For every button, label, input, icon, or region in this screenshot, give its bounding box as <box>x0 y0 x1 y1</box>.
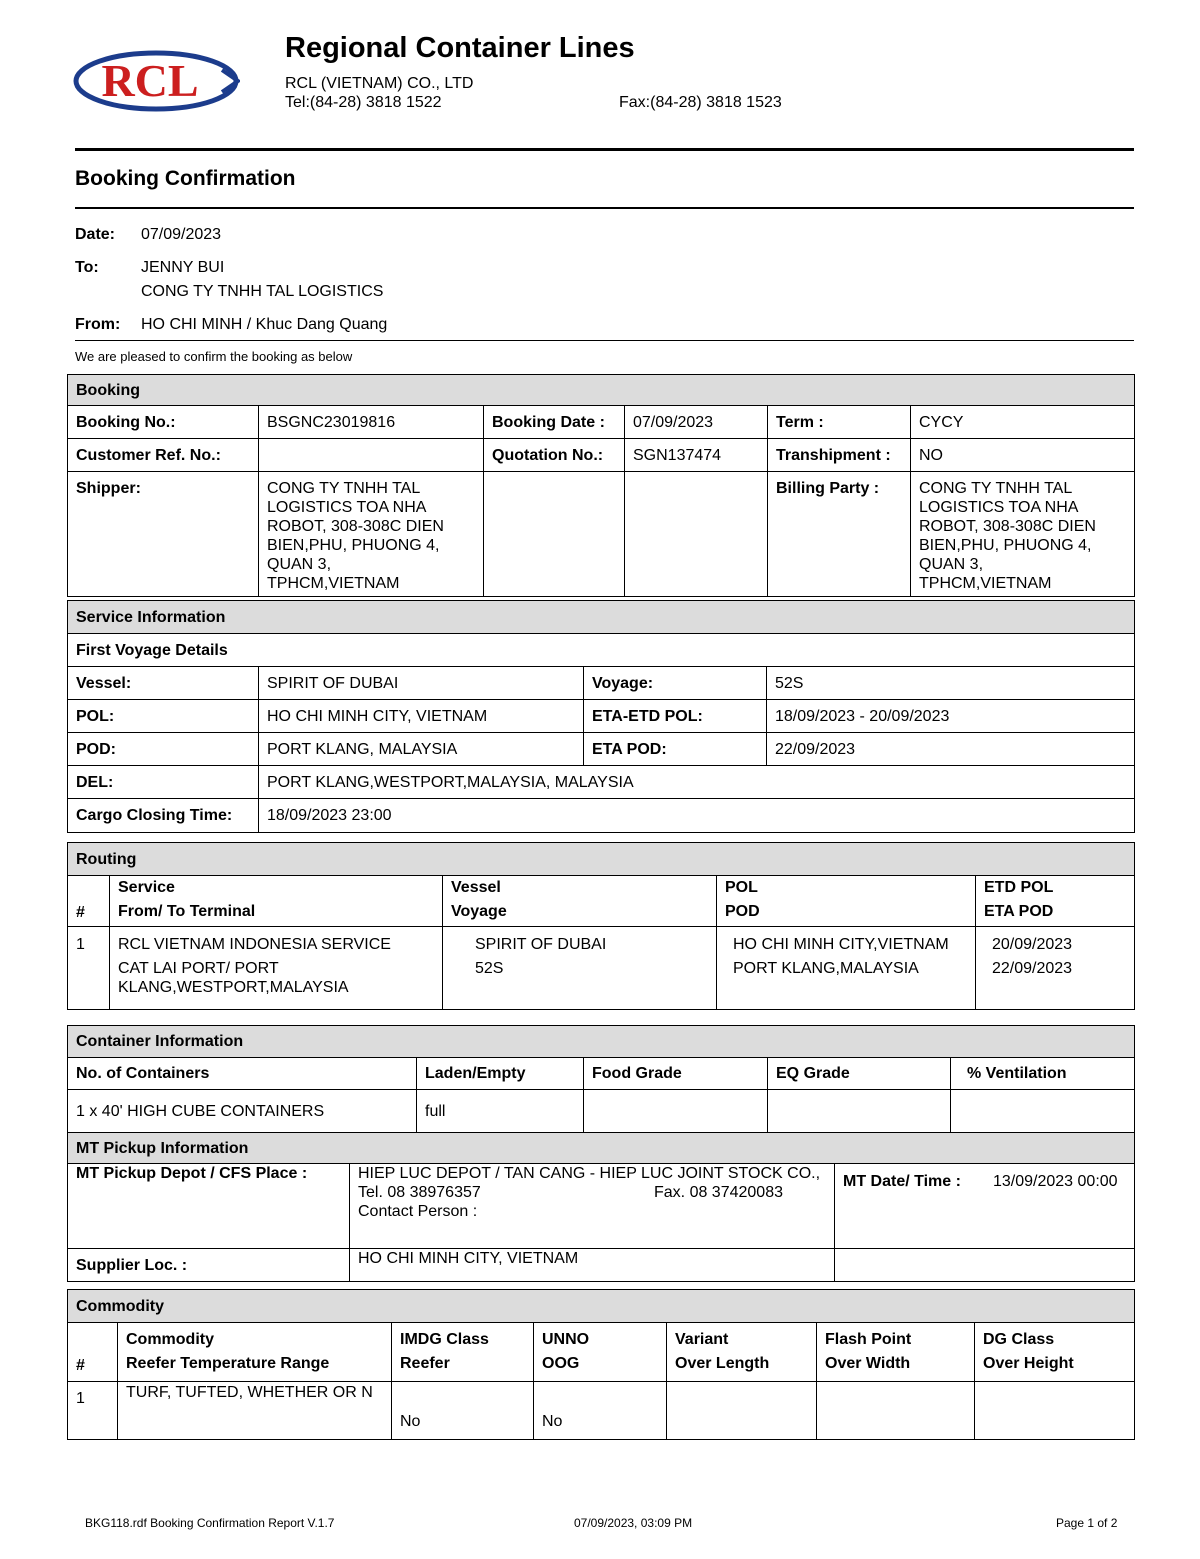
booking-section-header: Booking <box>68 375 1135 406</box>
routing-col-voyage: Voyage <box>451 903 507 920</box>
commodity-col-reefer: Reefer <box>400 1355 450 1372</box>
commodity-col-over-height: Over Height <box>983 1355 1074 1372</box>
routing-col-etd-pol: ETD POL <box>984 879 1054 896</box>
vessel-value: SPIRIT OF DUBAI <box>259 667 584 700</box>
shipper-label: Shipper: <box>68 472 259 597</box>
container-row-ventilation <box>951 1090 1135 1133</box>
eta-pod-label: ETA POD: <box>584 733 767 766</box>
pod-value: PORT KLANG, MALAYSIA <box>259 733 584 766</box>
shipper-value: CONG TY TNHH TAL LOGISTICS TOA NHA ROBOT, 308-308C DIEN BIEN,PHU, PHUONG 4, QUAN 3, TPHCM,VIETNAM <box>259 472 484 597</box>
pod-label: POD: <box>68 733 259 766</box>
routing-col-pod: POD <box>725 903 760 920</box>
commodity-col-flash-point: Flash Point <box>825 1331 912 1348</box>
eta-etd-pol-value: 18/09/2023 - 20/09/2023 <box>767 700 1135 733</box>
container-col-food: Food Grade <box>584 1058 768 1090</box>
commodity-col-unno: UNNO <box>542 1331 590 1348</box>
customer-ref-label: Customer Ref. No.: <box>68 439 259 472</box>
routing-row-eta-pod: 22/09/2023 <box>992 960 1073 977</box>
customer-ref-value <box>259 439 484 472</box>
commodity-col-dg-class: DG Class <box>983 1331 1055 1348</box>
container-col-ventilation: % Ventilation <box>951 1058 1135 1090</box>
mt-date-value: 13/09/2023 00:00 <box>993 1173 1118 1190</box>
company-tel: Tel:(84-28) 3818 1522 <box>285 94 442 111</box>
empty-cell <box>484 472 625 597</box>
meta-rule <box>75 340 1134 341</box>
routing-row-pod: PORT KLANG,MALAYSIA <box>733 960 919 977</box>
footer-printed-date: 07/09/2023, 03:09 PM <box>574 1516 693 1530</box>
cargo-closing-label: Cargo Closing Time: <box>68 799 259 833</box>
pol-value: HO CHI MINH CITY, VIETNAM <box>259 700 584 733</box>
date-value: 07/09/2023 <box>141 226 222 243</box>
routing-row-etd-pol: 20/09/2023 <box>992 936 1073 953</box>
vessel-label: Vessel: <box>68 667 259 700</box>
booking-table <box>67 374 1135 597</box>
transhipment-label: Transhipment : <box>768 439 911 472</box>
service-table <box>67 600 1135 833</box>
rcl-logo-text: RCL <box>101 55 199 106</box>
company-entity: RCL (VIETNAM) CO., LTD <box>285 75 474 92</box>
routing-col-num: # <box>68 876 110 927</box>
booking-no-value: BSGNC23019816 <box>259 406 484 439</box>
mt-pickup-section-header: MT Pickup Information <box>68 1133 1135 1164</box>
title-rule <box>75 207 1134 209</box>
cargo-closing-value: 18/09/2023 23:00 <box>259 799 1135 833</box>
container-table <box>67 1025 1135 1133</box>
commodity-col-imdg: IMDG Class <box>400 1331 489 1348</box>
commodity-row-reefer: No <box>392 1382 534 1440</box>
booking-no-label: Booking No.: <box>68 406 259 439</box>
container-col-laden: Laden/Empty <box>417 1058 584 1090</box>
container-col-eq: EQ Grade <box>768 1058 951 1090</box>
booking-date-label: Booking Date : <box>484 406 625 439</box>
commodity-row-num: 1 <box>68 1382 118 1440</box>
routing-row-vessel: SPIRIT OF DUBAI <box>475 936 607 953</box>
rcl-logo <box>72 48 240 114</box>
billing-party-label: Billing Party : <box>768 472 911 597</box>
container-row-eq <box>768 1090 951 1133</box>
routing-section-header: Routing <box>68 843 1135 876</box>
commodity-col-num: # <box>68 1323 118 1382</box>
eta-etd-pol-label: ETA-ETD POL: <box>584 700 767 733</box>
eta-pod-value: 22/09/2023 <box>767 733 1135 766</box>
supplier-loc-value: HO CHI MINH CITY, VIETNAM <box>350 1249 835 1282</box>
commodity-col-over-length: Over Length <box>675 1355 770 1372</box>
container-row-count: 1 x 40' HIGH CUBE CONTAINERS <box>68 1090 417 1133</box>
routing-table <box>67 842 1135 1010</box>
routing-col-service: Service <box>118 879 175 896</box>
intro-text: We are pleased to confirm the booking as below <box>75 349 353 364</box>
from-value: HO CHI MINH / Khuc Dang Quang <box>141 316 388 333</box>
service-section-header: Service Information <box>68 601 1135 634</box>
container-row-food <box>584 1090 768 1133</box>
mt-depot-tel: Tel. 08 38976357 <box>358 1184 481 1201</box>
container-section-header: Container Information <box>68 1026 1135 1058</box>
empty-cell <box>835 1249 1135 1282</box>
commodity-col-name: Commodity <box>126 1331 214 1348</box>
commodity-col-reefer-range: Reefer Temperature Range <box>126 1355 330 1372</box>
routing-col-terminal: From/ To Terminal <box>118 903 256 920</box>
commodity-table <box>67 1289 1135 1440</box>
company-fax: Fax:(84-28) 3818 1523 <box>619 94 782 111</box>
to-company: CONG TY TNHH TAL LOGISTICS <box>141 283 384 300</box>
commodity-row-oog: No <box>534 1382 667 1440</box>
footer-page-number: Page 1 of 2 <box>1056 1516 1118 1530</box>
from-label: From: <box>75 316 121 333</box>
term-label: Term : <box>768 406 911 439</box>
commodity-row-name: TURF, TUFTED, WHETHER OR N <box>118 1382 392 1440</box>
container-row-laden: full <box>417 1090 584 1133</box>
header-rule <box>75 148 1134 151</box>
routing-col-vessel: Vessel <box>451 879 501 896</box>
mt-depot-fax: Fax. 08 37420083 <box>654 1184 783 1201</box>
booking-date-value: 07/09/2023 <box>625 406 768 439</box>
mt-depot-name: HIEP LUC DEPOT / TAN CANG - HIEP LUC JOINT STOCK CO., <box>358 1165 821 1182</box>
table-row <box>68 1090 1135 1133</box>
voyage-label: Voyage: <box>584 667 767 700</box>
to-name: JENNY BUI <box>141 259 225 276</box>
quotation-label: Quotation No.: <box>484 439 625 472</box>
empty-cell <box>817 1382 975 1440</box>
del-label: DEL: <box>68 766 259 799</box>
commodity-col-variant: Variant <box>675 1331 729 1348</box>
to-label: To: <box>75 259 99 276</box>
mt-pickup-table <box>67 1132 1135 1282</box>
mt-depot-label: MT Pickup Depot / CFS Place : <box>68 1164 350 1249</box>
routing-row-service: RCL VIETNAM INDONESIA SERVICE <box>118 936 391 953</box>
container-col-count: No. of Containers <box>68 1058 417 1090</box>
footer-report-name: BKG118.rdf Booking Confirmation Report V.1.7 <box>85 1516 335 1530</box>
commodity-col-oog: OOG <box>542 1355 580 1372</box>
routing-row-voyage: 52S <box>475 960 504 977</box>
routing-row-terminal: CAT LAI PORT/ PORT KLANG,WESTPORT,MALAYSIA <box>118 960 349 996</box>
page-title: Booking Confirmation <box>75 167 296 190</box>
empty-cell <box>667 1382 817 1440</box>
supplier-loc-label: Supplier Loc. : <box>68 1249 350 1282</box>
routing-row-pol: HO CHI MINH CITY,VIETNAM <box>733 936 949 953</box>
routing-row-num: 1 <box>68 927 110 1010</box>
term-value: CYCY <box>911 406 1135 439</box>
table-row <box>68 927 1135 1010</box>
voyage-value: 52S <box>767 667 1135 700</box>
date-label: Date: <box>75 226 116 243</box>
mt-date-label: MT Date/ Time : <box>843 1173 961 1190</box>
mt-depot-contact: Contact Person : <box>358 1203 478 1220</box>
pol-label: POL: <box>68 700 259 733</box>
commodity-section-header: Commodity <box>68 1290 1135 1323</box>
routing-col-eta-pod: ETA POD <box>984 903 1054 920</box>
empty-cell <box>625 472 768 597</box>
quotation-value: SGN137474 <box>625 439 768 472</box>
company-name: Regional Container Lines <box>285 32 635 64</box>
routing-col-pol: POL <box>725 879 758 896</box>
table-row <box>68 1382 1135 1440</box>
empty-cell <box>975 1382 1135 1440</box>
billing-party-value: CONG TY TNHH TAL LOGISTICS TOA NHA ROBOT, 308-308C DIEN BIEN,PHU, PHUONG 4, QUAN 3, TPHCM,VIETNAM <box>911 472 1135 597</box>
transhipment-value: NO <box>911 439 1135 472</box>
first-voyage-heading: First Voyage Details <box>68 634 1135 667</box>
del-value: PORT KLANG,WESTPORT,MALAYSIA, MALAYSIA <box>259 766 1135 799</box>
commodity-col-over-width: Over Width <box>825 1355 911 1372</box>
